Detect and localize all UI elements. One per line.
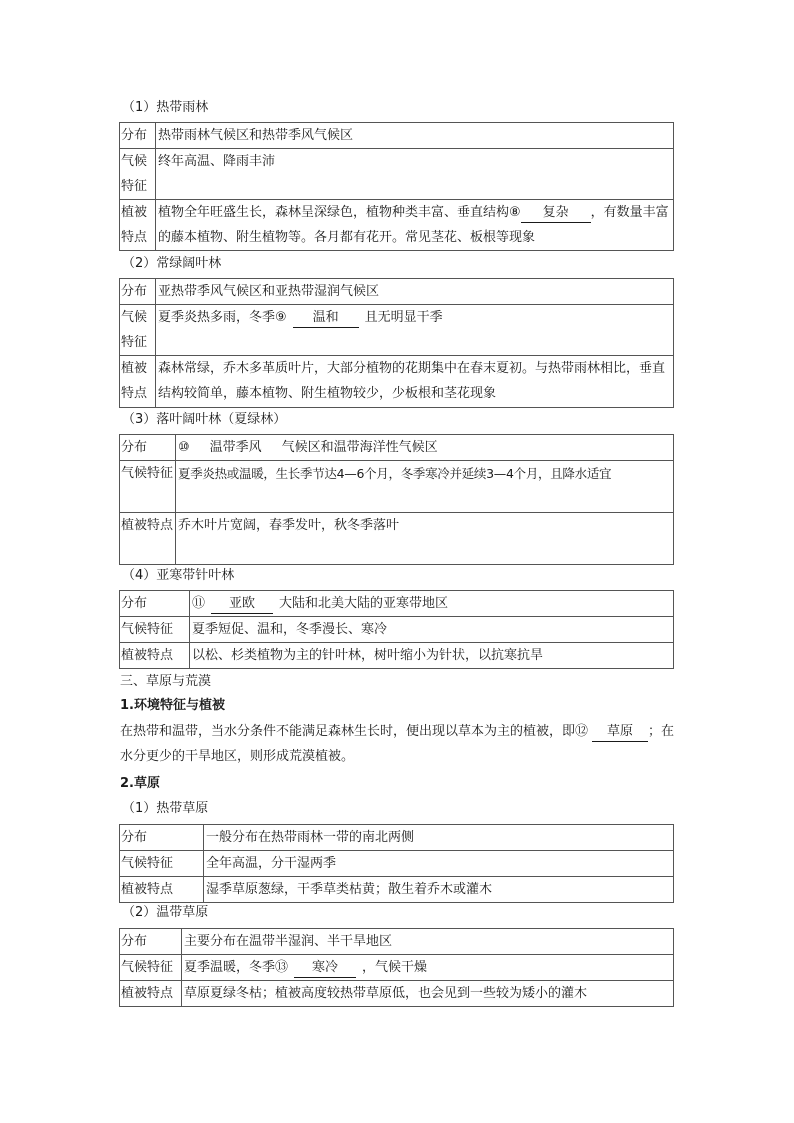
text-before-blank: ⑪: [192, 596, 206, 611]
row-value: 夏季炎热或温暖，生长季节达4—6个月，冬季寒冷并延续3—4个月，且降水适宜: [176, 461, 674, 513]
row-value: 以松、杉类植物为主的针叶林，树叶缩小为针状，以抗寒抗旱: [190, 643, 674, 669]
answer-blank: 温和: [293, 309, 359, 328]
row-value: 主要分布在温带半湿润、半干旱地区: [182, 929, 674, 955]
answer-blank: 草原: [592, 723, 648, 742]
answer-blank: 亚欧: [211, 595, 273, 614]
table-row: [120, 461, 674, 513]
text-after-blank: ，气候干燥: [362, 960, 428, 975]
text-after-blank: ；在水分更少的干旱地区，则形成荒漠植被。: [120, 724, 675, 764]
table-row: [120, 305, 674, 356]
table-row: [120, 279, 674, 305]
text-after-blank: 且无明显干季: [364, 310, 443, 325]
table-row: [120, 643, 674, 669]
row-value: 乔木叶片宽阔，春季发叶，秋冬季落叶: [176, 513, 674, 565]
answer-blank: 温带季风: [209, 440, 262, 455]
section-heading-tropical-grassland: （1）热带草原: [122, 801, 209, 816]
row-value: 草原夏绿冬枯；植被高度较热带草原低，也会见到一些较为矮小的灌木: [182, 981, 674, 1007]
row-label: 分布: [120, 591, 190, 617]
table-evergreen-broadleaf: [119, 278, 674, 408]
table-subarctic-coniferous: [119, 590, 674, 669]
row-label: 植被特点: [120, 643, 190, 669]
row-value: 热带雨林气候区和热带季风气候区: [156, 123, 674, 149]
row-label: 气候特征: [120, 305, 156, 356]
row-label: 气候特征: [120, 461, 176, 513]
section-heading-evergreen-broadleaf: （2）常绿阔叶林: [122, 256, 222, 271]
row-value: 夏季短促、温和，冬季漫长、寒冷: [190, 617, 674, 643]
row-value: 湿季草原葱绿，干季草类枯黄；散生着乔木或灌木: [204, 877, 674, 903]
row-value: 森林常绿，乔木多革质叶片，大部分植物的花期集中在春末夏初。与热带雨林相比，垂直结构较简单，藤本植物、附生植物较少，少板根和茎花现象: [156, 356, 674, 408]
subsection-title-environment: 1.环境特征与植被: [120, 698, 225, 713]
part-title: 三、草原与荒漠: [120, 674, 212, 689]
table-row: [120, 877, 674, 903]
row-label: 植被特点: [120, 877, 204, 903]
table-row: [120, 200, 674, 251]
table-row: [120, 825, 674, 851]
row-value: 亚热带季风气候区和亚热带湿润气候区: [156, 279, 674, 305]
table-row: [120, 955, 674, 981]
row-label: 植被特点: [120, 981, 182, 1007]
answer-blank: 复杂: [521, 204, 591, 223]
row-label: 分布: [120, 123, 156, 149]
row-label: 植被特点: [120, 356, 156, 408]
table-row: [120, 981, 674, 1007]
table-row: [120, 617, 674, 643]
section-heading-subarctic-coniferous: （4）亚寒带针叶林: [122, 568, 235, 583]
table-tropical-grassland: [119, 824, 674, 903]
row-label: 分布: [120, 279, 156, 305]
row-value: [156, 200, 674, 251]
row-label: 植被特点: [120, 513, 176, 565]
row-label: 气候特征: [120, 851, 204, 877]
row-value: 终年高温、降雨丰沛: [156, 149, 674, 200]
section-heading-tropical-rainforest: （1）热带雨林: [122, 100, 209, 115]
row-label: 分布: [120, 825, 204, 851]
row-value: [156, 305, 674, 356]
table-deciduous-broadleaf: [119, 434, 674, 565]
text-before-blank: 在热带和温带，当水分条件不能满足森林生长时，便出现以草本为主的植被，即⑫: [120, 724, 589, 739]
text-before-blank: ⑩: [178, 440, 190, 455]
row-label: 分布: [120, 929, 182, 955]
text-after-blank: 气候区和温带海洋性气候区: [281, 440, 438, 455]
section-heading-deciduous-broadleaf: （3）落叶阔叶林（夏绿林）: [122, 412, 287, 427]
table-row: [120, 435, 674, 461]
text-before-blank: 夏季温暖，冬季⑬: [184, 960, 289, 975]
table-row: [120, 149, 674, 200]
text-after-blank: ，有数量丰富的藤本植物、附生植物等。各月都有花开。常见茎花、板根等现象: [158, 205, 669, 245]
answer-blank: 寒冷: [294, 959, 356, 978]
table-row: [120, 851, 674, 877]
row-value: 一般分布在热带雨林一带的南北两侧: [204, 825, 674, 851]
paragraph-environment: [120, 719, 680, 769]
text-before-blank: 植物全年旺盛生长，森林呈深绿色，植物种类丰富、垂直结构⑧: [158, 205, 521, 220]
row-label: 分布: [120, 435, 176, 461]
row-label: 气候特征: [120, 955, 182, 981]
row-value: 全年高温，分干湿两季: [204, 851, 674, 877]
row-label: 植被特点: [120, 200, 156, 251]
subsection-title-grassland: 2.草原: [120, 776, 160, 791]
table-temperate-grassland: [119, 928, 674, 1007]
table-row: [120, 356, 674, 408]
text-after-blank: 大陆和北美大陆的亚寒带地区: [279, 596, 449, 611]
row-label: 气候特征: [120, 617, 190, 643]
table-row: [120, 123, 674, 149]
table-row: [120, 929, 674, 955]
text-before-blank: 夏季炎热多雨，冬季⑨: [158, 310, 287, 325]
row-value: [190, 591, 674, 617]
row-value: [182, 955, 674, 981]
table-row: [120, 591, 674, 617]
section-heading-temperate-grassland: （2）温带草原: [122, 905, 209, 920]
table-row: [120, 513, 674, 565]
row-label: 气候特征: [120, 149, 156, 200]
row-value: [176, 435, 674, 461]
table-tropical-rainforest: [119, 122, 674, 251]
